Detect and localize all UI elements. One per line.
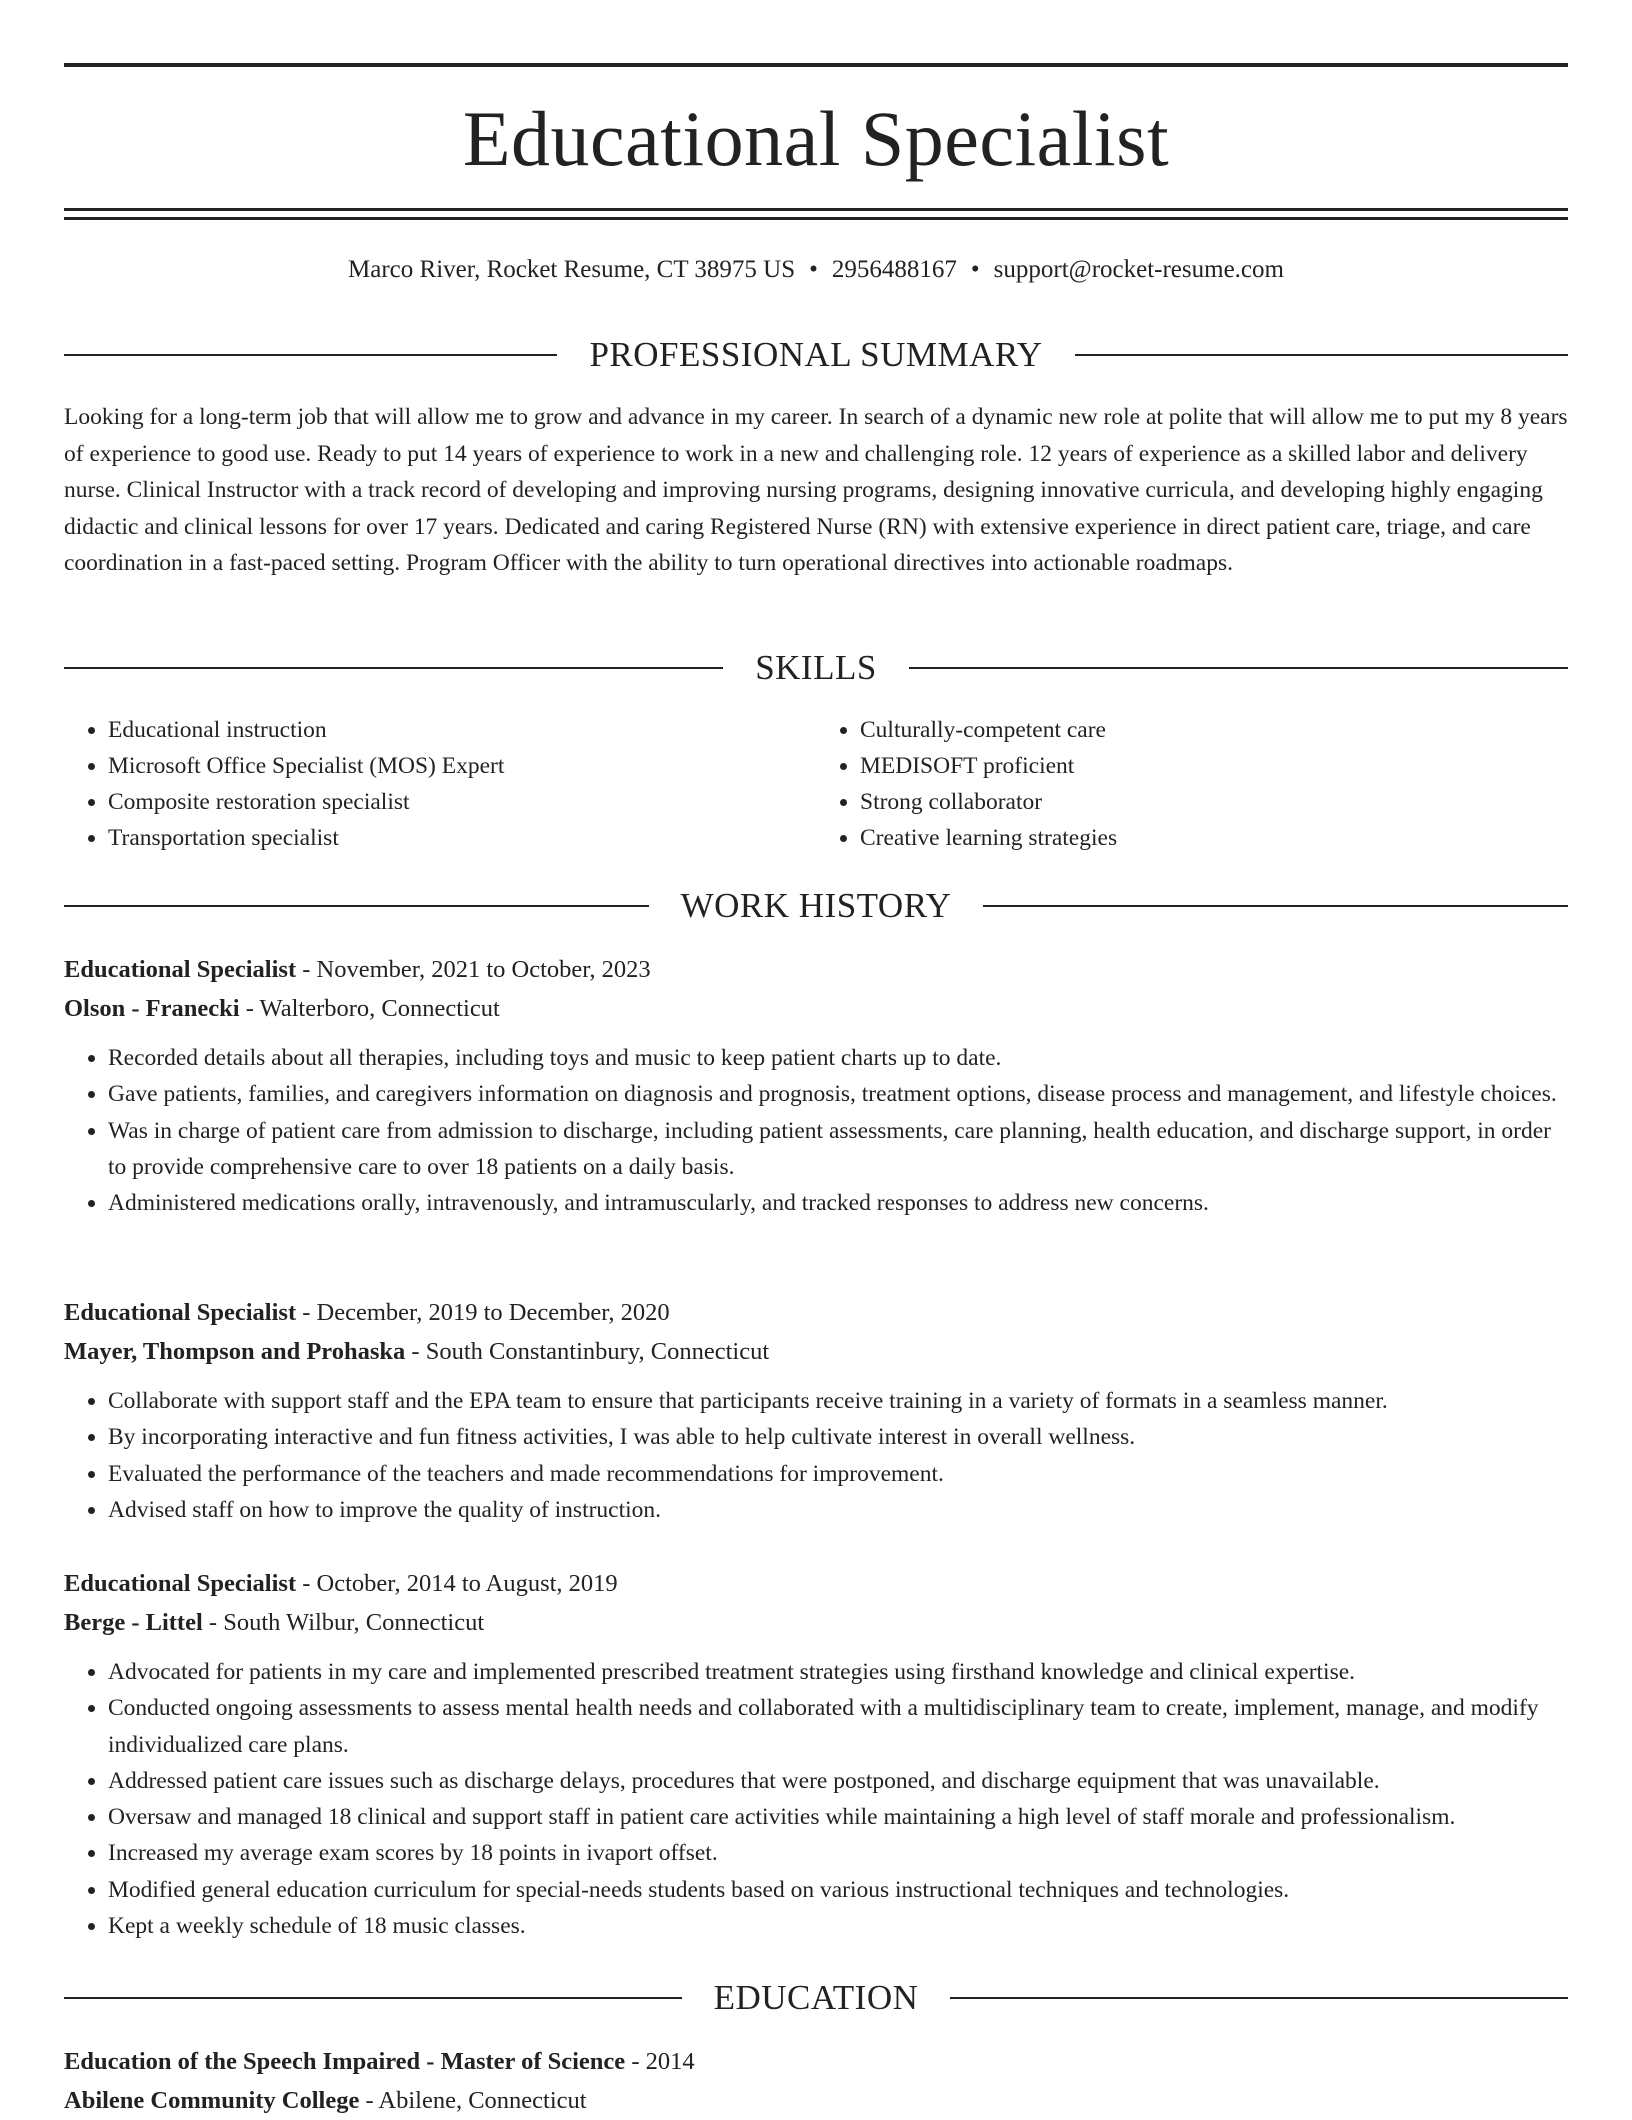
job-bullet: • Increased my average exam scores by 18 points in ivaport offset. [108, 1835, 1568, 1871]
job-dates: - November, 2021 to October, 2023 [296, 956, 651, 983]
skills-list [64, 712, 1568, 856]
job-bullet: • Recorded details about all therapies, including toys and music to keep patient charts up to date. [108, 1040, 1568, 1076]
skill-item: • Creative learning strategies [860, 820, 1568, 856]
job-dates: - December, 2019 to December, 2020 [296, 1299, 670, 1326]
job-bullet: • Advocated for patients in my care and implemented prescribed treatment strategies using firsthand knowledge and clinical expertise. [108, 1654, 1568, 1690]
contact-separator: • [809, 256, 818, 283]
job-bullet: • By incorporating interactive and fun fitness activities, I was able to help cultivate interest in overall wellness. [108, 1419, 1568, 1455]
contact-separator: • [970, 256, 980, 283]
job-company-line [64, 989, 1568, 1028]
job-company: Berge - Littel [64, 1609, 203, 1636]
job-title-line [64, 950, 1568, 989]
job-entry [64, 1293, 1568, 1528]
work-history-heading [64, 886, 1568, 926]
job-bullet: • Gave patients, families, and caregivers information on diagnosis and prognosis, treatment options, disease process and management, and lifestyle choices. [108, 1076, 1568, 1112]
education-degree: Education of the Speech Impaired - Master of Science [64, 2048, 626, 2075]
job-bullet: • Advised staff on how to improve the quality of instruction. [108, 1492, 1568, 1528]
education-year: - 2014 [625, 2048, 695, 2075]
skills-heading [64, 648, 1568, 688]
job-title: Educational Specialist [64, 1299, 297, 1326]
skill-item: • Microsoft Office Specialist (MOS) Expert [108, 748, 816, 784]
job-location: - South Wilbur, Connecticut [202, 1609, 485, 1636]
heading-rule-left [64, 354, 557, 356]
job-title: Educational Specialist [64, 956, 297, 983]
top-rule [64, 63, 1568, 67]
education-school: Abilene Community College [64, 2087, 360, 2114]
job-dates: - October, 2014 to August, 2019 [296, 1570, 618, 1597]
job-company: Olson - Franecki [64, 995, 240, 1022]
job-title-line [64, 1564, 1568, 1603]
heading-rule-right [983, 905, 1568, 907]
skill-item: • Transportation specialist [108, 820, 816, 856]
title-double-rule [64, 208, 1568, 220]
education-heading [64, 1978, 1568, 2018]
education-degree-line [64, 2042, 1568, 2081]
heading-rule-right [1075, 354, 1568, 356]
contact-line [64, 254, 1568, 286]
job-company: Mayer, Thompson and Prohaska [64, 1338, 406, 1365]
job-bullets [64, 1040, 1568, 1221]
skill-item: • Strong collaborator [860, 784, 1568, 820]
job-title-line [64, 1293, 1568, 1332]
job-entry [64, 1564, 1568, 1944]
job-bullet: • Modified general education curriculum for special-needs students based on various instructional techniques and technologies. [108, 1872, 1568, 1908]
job-bullets [64, 1654, 1568, 1944]
contact-phone: 2956488167 [831, 256, 957, 283]
education-school-line [64, 2081, 1568, 2120]
job-bullet: • Oversaw and managed 18 clinical and support staff in patient care activities while maintaining a high level of staff morale and professionalism. [108, 1799, 1568, 1835]
skills-left-column [64, 712, 816, 856]
summary-heading [64, 335, 1568, 375]
job-title: Educational Specialist [64, 1570, 297, 1597]
summary-heading-label: PROFESSIONAL SUMMARY [589, 335, 1043, 374]
heading-rule-left [64, 1997, 682, 1999]
contact-address: Marco River, Rocket Resume, CT 38975 US [348, 256, 796, 283]
job-location: - South Constantinbury, Connecticut [405, 1338, 770, 1365]
heading-rule-left [64, 905, 649, 907]
job-company-line [64, 1603, 1568, 1642]
job-entry [64, 950, 1568, 1221]
job-bullet: • Was in charge of patient care from admission to discharge, including patient assessments, care planning, health education, and discharge support, in order to provide comprehensive care to over 18 patients on a daily basis. [108, 1113, 1568, 1186]
education-entry [64, 2042, 1568, 2120]
heading-rule-left [64, 667, 723, 669]
skills-heading-label: SKILLS [755, 648, 877, 687]
skill-item: • Educational instruction [108, 712, 816, 748]
skill-item: • Composite restoration specialist [108, 784, 816, 820]
job-bullet: • Kept a weekly schedule of 18 music classes. [108, 1908, 1568, 1944]
skills-right-column [816, 712, 1568, 856]
education-location: - Abilene, Connecticut [359, 2087, 587, 2114]
job-company-line [64, 1332, 1568, 1371]
job-location: - Walterboro, Connecticut [239, 995, 500, 1022]
heading-rule-right [950, 1997, 1568, 1999]
education-heading-label: EDUCATION [713, 1978, 919, 2017]
job-bullet: • Conducted ongoing assessments to assess mental health needs and collaborated with a multidisciplinary team to create, implement, manage, and modify individualized care plans. [108, 1690, 1568, 1763]
work-history-heading-label: WORK HISTORY [680, 886, 952, 925]
heading-rule-right [909, 667, 1568, 669]
job-bullets [64, 1383, 1568, 1528]
skill-item: • Culturally-competent care [860, 712, 1568, 748]
contact-email: support@rocket-resume.com [993, 256, 1284, 283]
summary-text: Looking for a long-term job that will allow me to grow and advance in my career. In search of a dynamic new role at polite that will allow me to put my 8 years of experience to good use. Ready to put 14 years of experience to work in a new and challenging role. 12 years of experience as a skilled labor and delivery nurse. Clinical Instructor with a track record of developing and improving nursing programs, designing innovative curricula, and developing highly engaging didactic and clinical lessons for over 17 years. Dedicated and caring Registered Nurse (RN) with extensive experience in direct patient care, triage, and care coordination in a fast-paced setting. Program Officer with the ability to turn operational directives into actionable roadmaps. [64, 404, 1568, 577]
job-bullet: • Administered medications orally, intravenously, and intramuscularly, and tracked responses to address new concerns. [108, 1185, 1568, 1221]
skill-item: • MEDISOFT proficient [860, 748, 1568, 784]
job-bullet: • Addressed patient care issues such as discharge delays, procedures that were postponed, and discharge equipment that was unavailable. [108, 1763, 1568, 1799]
job-bullet: • Collaborate with support staff and the EPA team to ensure that participants receive training in a variety of formats in a seamless manner. [108, 1383, 1568, 1419]
job-bullet: • Evaluated the performance of the teachers and made recommendations for improvement. [108, 1456, 1568, 1492]
resume-title: Educational Specialist [462, 95, 1170, 182]
